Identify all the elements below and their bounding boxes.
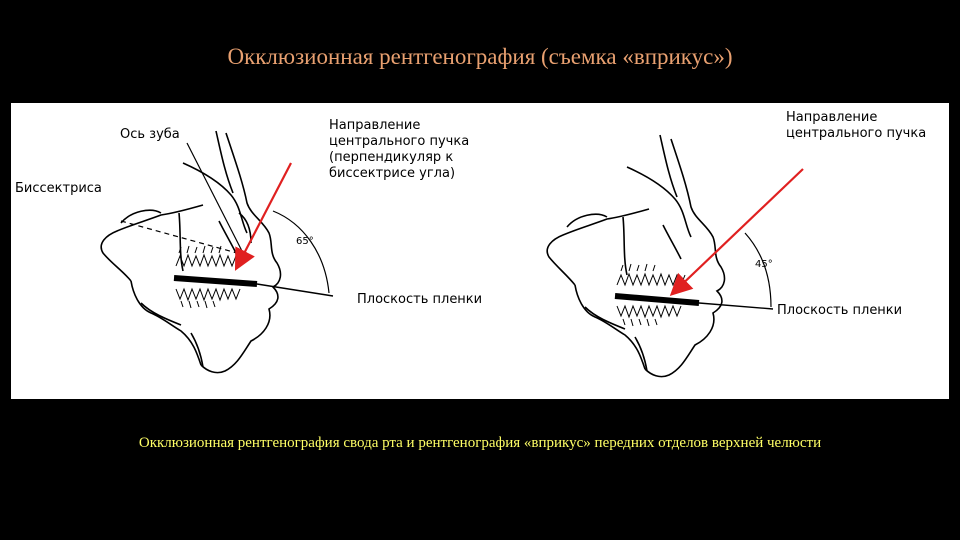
left-angle-label: 65° <box>296 236 314 247</box>
left-beam-direction-label: Направление центрального пучка (перпендикуляр к биссектрисе угла) <box>329 118 470 181</box>
right-angle-label: 45° <box>755 259 773 270</box>
left-bisector-label: Биссектриса <box>15 181 102 196</box>
left-film-plane-line <box>257 284 333 296</box>
left-film-plane-label: Плоскость пленки <box>357 292 483 307</box>
right-film-bar <box>615 296 699 303</box>
right-film-plane-line <box>699 303 773 309</box>
occlusal-radiography-figure <box>11 103 949 399</box>
figure-caption: Окклюзионная рентгенография свода рта и рентгенография «вприкус» передних отделов верхней челюсти <box>138 435 822 451</box>
skull-diagrams <box>11 103 949 399</box>
left-tooth-axis-label: Ось зуба <box>120 127 180 142</box>
right-film-plane-label: Плоскость пленки <box>777 303 903 318</box>
left-skull-outline <box>101 131 280 373</box>
left-angle-arc <box>273 211 329 293</box>
right-skull-outline <box>547 135 724 377</box>
left-bisector-line <box>121 221 237 253</box>
left-film-bar <box>174 278 257 284</box>
right-beam-arrow <box>673 169 803 293</box>
slide-title: Окклюзионная рентгенография (съемка «вприкус») <box>227 44 733 69</box>
right-beam-direction-label: Направление центрального пучка <box>786 110 927 141</box>
left-beam-arrow <box>237 163 291 267</box>
